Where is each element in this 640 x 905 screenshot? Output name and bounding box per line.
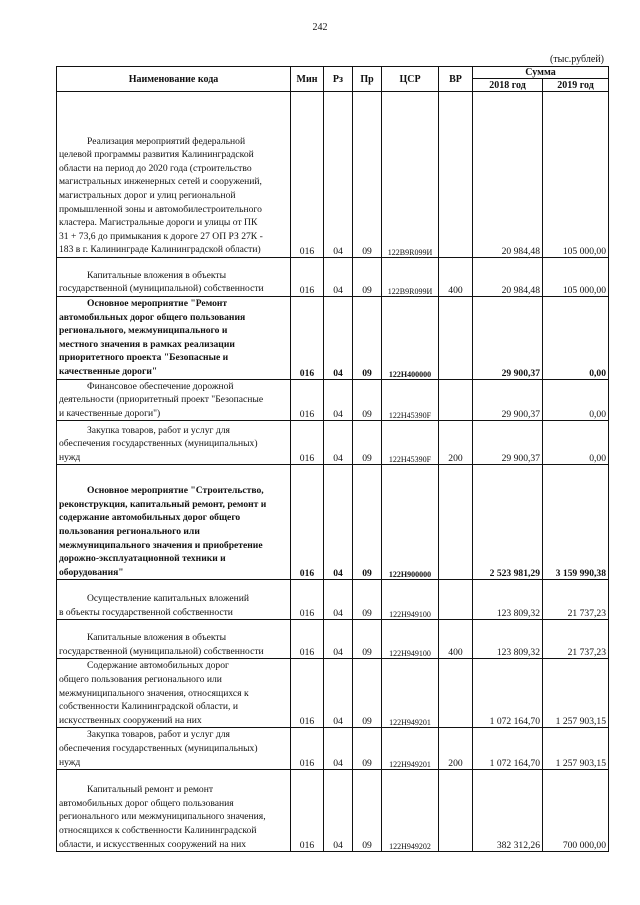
table-row [57,770,609,852]
row-name-line: Закупка товаров, работ и услуг для [87,424,230,436]
row-name-line: автомобильных дорог общего пользования [59,797,234,809]
table-row [57,659,609,728]
row-vr [439,297,473,380]
row-vr: 200 [439,728,473,770]
row-name-line: государственной (муниципальной) собственности [59,645,264,657]
row-name-line: собственности Калининградской области, и [59,701,238,713]
row-name-line: качественные дороги" [59,365,158,377]
row-name-line: пользования регионального или [59,525,200,537]
row-name [57,728,291,770]
row-name-line: Основное мероприятие "Ремонт [87,298,228,309]
header-2019: 2019 год [543,79,609,92]
row-pr: 09 [353,297,382,380]
row-name-line: регионального или межмуниципального значения, [59,811,266,823]
row-min: 016 [291,92,324,258]
row-min: 016 [291,620,324,659]
row-csr: 122B9R099И [382,258,439,297]
row-sum-2019: 21 737,23 [543,580,609,620]
row-pr: 09 [353,258,382,297]
row-name-line: Содержание автомобильных дорог [87,660,229,672]
row-name-line: государственной (муниципальной) собственности [59,283,264,295]
row-name-line: межмуниципального значения и приобретение [59,539,263,551]
row-csr: 122H949201 [382,728,439,770]
table-row [57,92,609,258]
row-name-line: регионального, межмуниципального и [59,325,228,337]
row-sum-2019: 0,00 [543,379,609,421]
row-rz: 04 [324,379,353,421]
row-sum-2019: 21 737,23 [543,620,609,659]
row-min: 016 [291,258,324,297]
row-sum-2019: 3 159 990,38 [543,465,609,580]
row-name-line: 183 в г. Калининграде Калининградской области) [59,244,261,256]
row-rz: 04 [324,421,353,465]
row-name-line: межмуниципального значения, относящихся к [59,687,249,699]
row-sum-2018: 20 984,48 [473,258,543,297]
row-name-line: области, и искусственных сооружений на них [59,838,247,850]
row-csr: 122H949100 [382,620,439,659]
row-sum-2019: 700 000,00 [543,770,609,852]
row-rz: 04 [324,659,353,728]
row-name-line: общего пользования регионального или [59,673,222,685]
budget-table [56,66,609,852]
row-name [57,580,291,620]
row-sum-2019: 105 000,00 [543,258,609,297]
row-csr: 122H45390F [382,421,439,465]
row-sum-2019: 1 257 903,15 [543,659,609,728]
row-sum-2018: 382 312,26 [473,770,543,852]
row-vr: 400 [439,258,473,297]
header-csr: ЦСР [382,67,439,92]
row-sum-2019: 0,00 [543,421,609,465]
row-sum-2018: 20 984,48 [473,92,543,258]
row-sum-2018: 29 900,37 [473,379,543,421]
row-vr [439,92,473,258]
table-row [57,258,609,297]
row-name-line: приоритетного проекта "Безопасные и [59,352,229,364]
row-name [57,465,291,580]
row-pr: 09 [353,580,382,620]
row-min: 016 [291,421,324,465]
row-name-line: магистральных инженерных сетей и сооружений, [59,176,262,188]
row-name [57,379,291,421]
row-pr: 09 [353,379,382,421]
row-csr: 122H900000 [382,465,439,580]
row-sum-2019: 105 000,00 [543,92,609,258]
row-name [57,297,291,380]
row-vr [439,770,473,852]
row-name-line: 31 + 73,6 до примыкания к дороге 27 ОП РЗ 27К - [59,230,263,242]
header-rz: Рз [324,67,353,92]
row-name-line: Финансовое обеспечение дорожной [87,380,234,392]
header-vr: ВР [439,67,473,92]
row-name-line: Капитальный ремонт и ремонт [87,784,214,796]
table-row [57,465,609,580]
row-sum-2018: 123 809,32 [473,620,543,659]
row-vr [439,465,473,580]
row-rz: 04 [324,258,353,297]
row-name-line: в объекты государственной собственности [59,606,233,618]
row-sum-2019: 0,00 [543,297,609,380]
row-rz: 04 [324,728,353,770]
row-name [57,659,291,728]
row-name [57,770,291,852]
row-rz: 04 [324,580,353,620]
header-sum: Сумма [473,67,609,79]
row-name-line: относящихся к собственности Калининградской [59,824,257,836]
header-name: Наименование кода [57,67,291,92]
row-sum-2019: 1 257 903,15 [543,728,609,770]
row-pr: 09 [353,770,382,852]
row-sum-2018: 123 809,32 [473,580,543,620]
row-name-line: обеспечения государственных (муниципальных) [59,438,258,450]
row-name-line: Закупка товаров, работ и услуг для [87,729,230,741]
row-name-line: нужд [59,451,81,463]
row-sum-2018: 29 900,37 [473,297,543,380]
table-row [57,728,609,770]
row-vr: 200 [439,421,473,465]
row-csr: 122H949201 [382,659,439,728]
row-sum-2018: 29 900,37 [473,421,543,465]
row-name-line: содержание автомобильных дорог общего [59,512,241,524]
row-rz: 04 [324,770,353,852]
row-name-line: Капитальные вложения в объекты [87,632,227,644]
row-name-line: реконструкция, капитальный ремонт, ремонт и [59,498,267,510]
row-csr: 122H45390F [382,379,439,421]
row-vr: 400 [439,620,473,659]
row-csr: 122B9R099И [382,92,439,258]
row-name-line: Основное мероприятие "Строительство, [87,485,264,497]
units-label: (тыс.рублей) [549,54,604,65]
row-name-line: Капитальные вложения в объекты [87,269,227,281]
row-name [57,92,291,258]
row-pr: 09 [353,465,382,580]
row-sum-2018: 1 072 164,70 [473,659,543,728]
row-sum-2018: 1 072 164,70 [473,728,543,770]
header-pr: Пр [353,67,382,92]
row-name-line: обеспечения государственных (муниципальных) [59,742,258,754]
row-min: 016 [291,580,324,620]
row-vr [439,659,473,728]
row-rz: 04 [324,465,353,580]
row-name-line: Осуществление капитальных вложений [87,593,249,605]
table-row [57,379,609,421]
row-name-line: автомобильных дорог общего пользования [59,311,246,323]
row-rz: 04 [324,92,353,258]
row-pr: 09 [353,728,382,770]
header-2018: 2018 год [473,79,543,92]
row-csr: 122H949202 [382,770,439,852]
row-min: 016 [291,465,324,580]
row-min: 016 [291,297,324,380]
table-row [57,297,609,380]
row-name-line: магистральных дорог и улиц региональной [59,190,236,202]
row-sum-2018: 2 523 981,29 [473,465,543,580]
row-name [57,421,291,465]
row-min: 016 [291,770,324,852]
row-rz: 04 [324,297,353,380]
row-name [57,620,291,659]
row-csr: 122H949100 [382,580,439,620]
row-pr: 09 [353,659,382,728]
row-name-line: деятельности (приоритетный проект "Безопасные [59,394,264,406]
table-row [57,421,609,465]
row-pr: 09 [353,421,382,465]
row-pr: 09 [353,620,382,659]
row-name-line: оборудования" [59,566,124,578]
row-name-line: области на период до 2020 года (строительство [59,162,252,174]
row-name-line: дорожно-эксплуатационной техники и [59,553,226,565]
page-number: 242 [312,22,328,33]
row-vr [439,580,473,620]
table-row [57,620,609,659]
row-name-line: промышленной зоны и автомобилестроительного [59,203,262,215]
row-name-line: Реализация мероприятий федеральной [87,135,246,147]
row-rz: 04 [324,620,353,659]
row-name-line: кластера. Магистральные дороги и улицы от ПК [59,217,258,229]
row-name-line: целевой программы развития Калининградской [59,149,254,161]
row-min: 016 [291,728,324,770]
table-row [57,580,609,620]
row-name-line: и качественные дороги") [59,407,161,419]
row-name-line: искусственных сооружений на них [59,714,202,726]
row-csr: 122H400000 [382,297,439,380]
row-name [57,258,291,297]
header-min: Мин [291,67,324,92]
row-min: 016 [291,379,324,421]
row-vr [439,379,473,421]
row-pr: 09 [353,92,382,258]
row-min: 016 [291,659,324,728]
row-name-line: нужд [59,756,81,768]
row-name-line: местного значения в рамках реализации [59,338,235,350]
